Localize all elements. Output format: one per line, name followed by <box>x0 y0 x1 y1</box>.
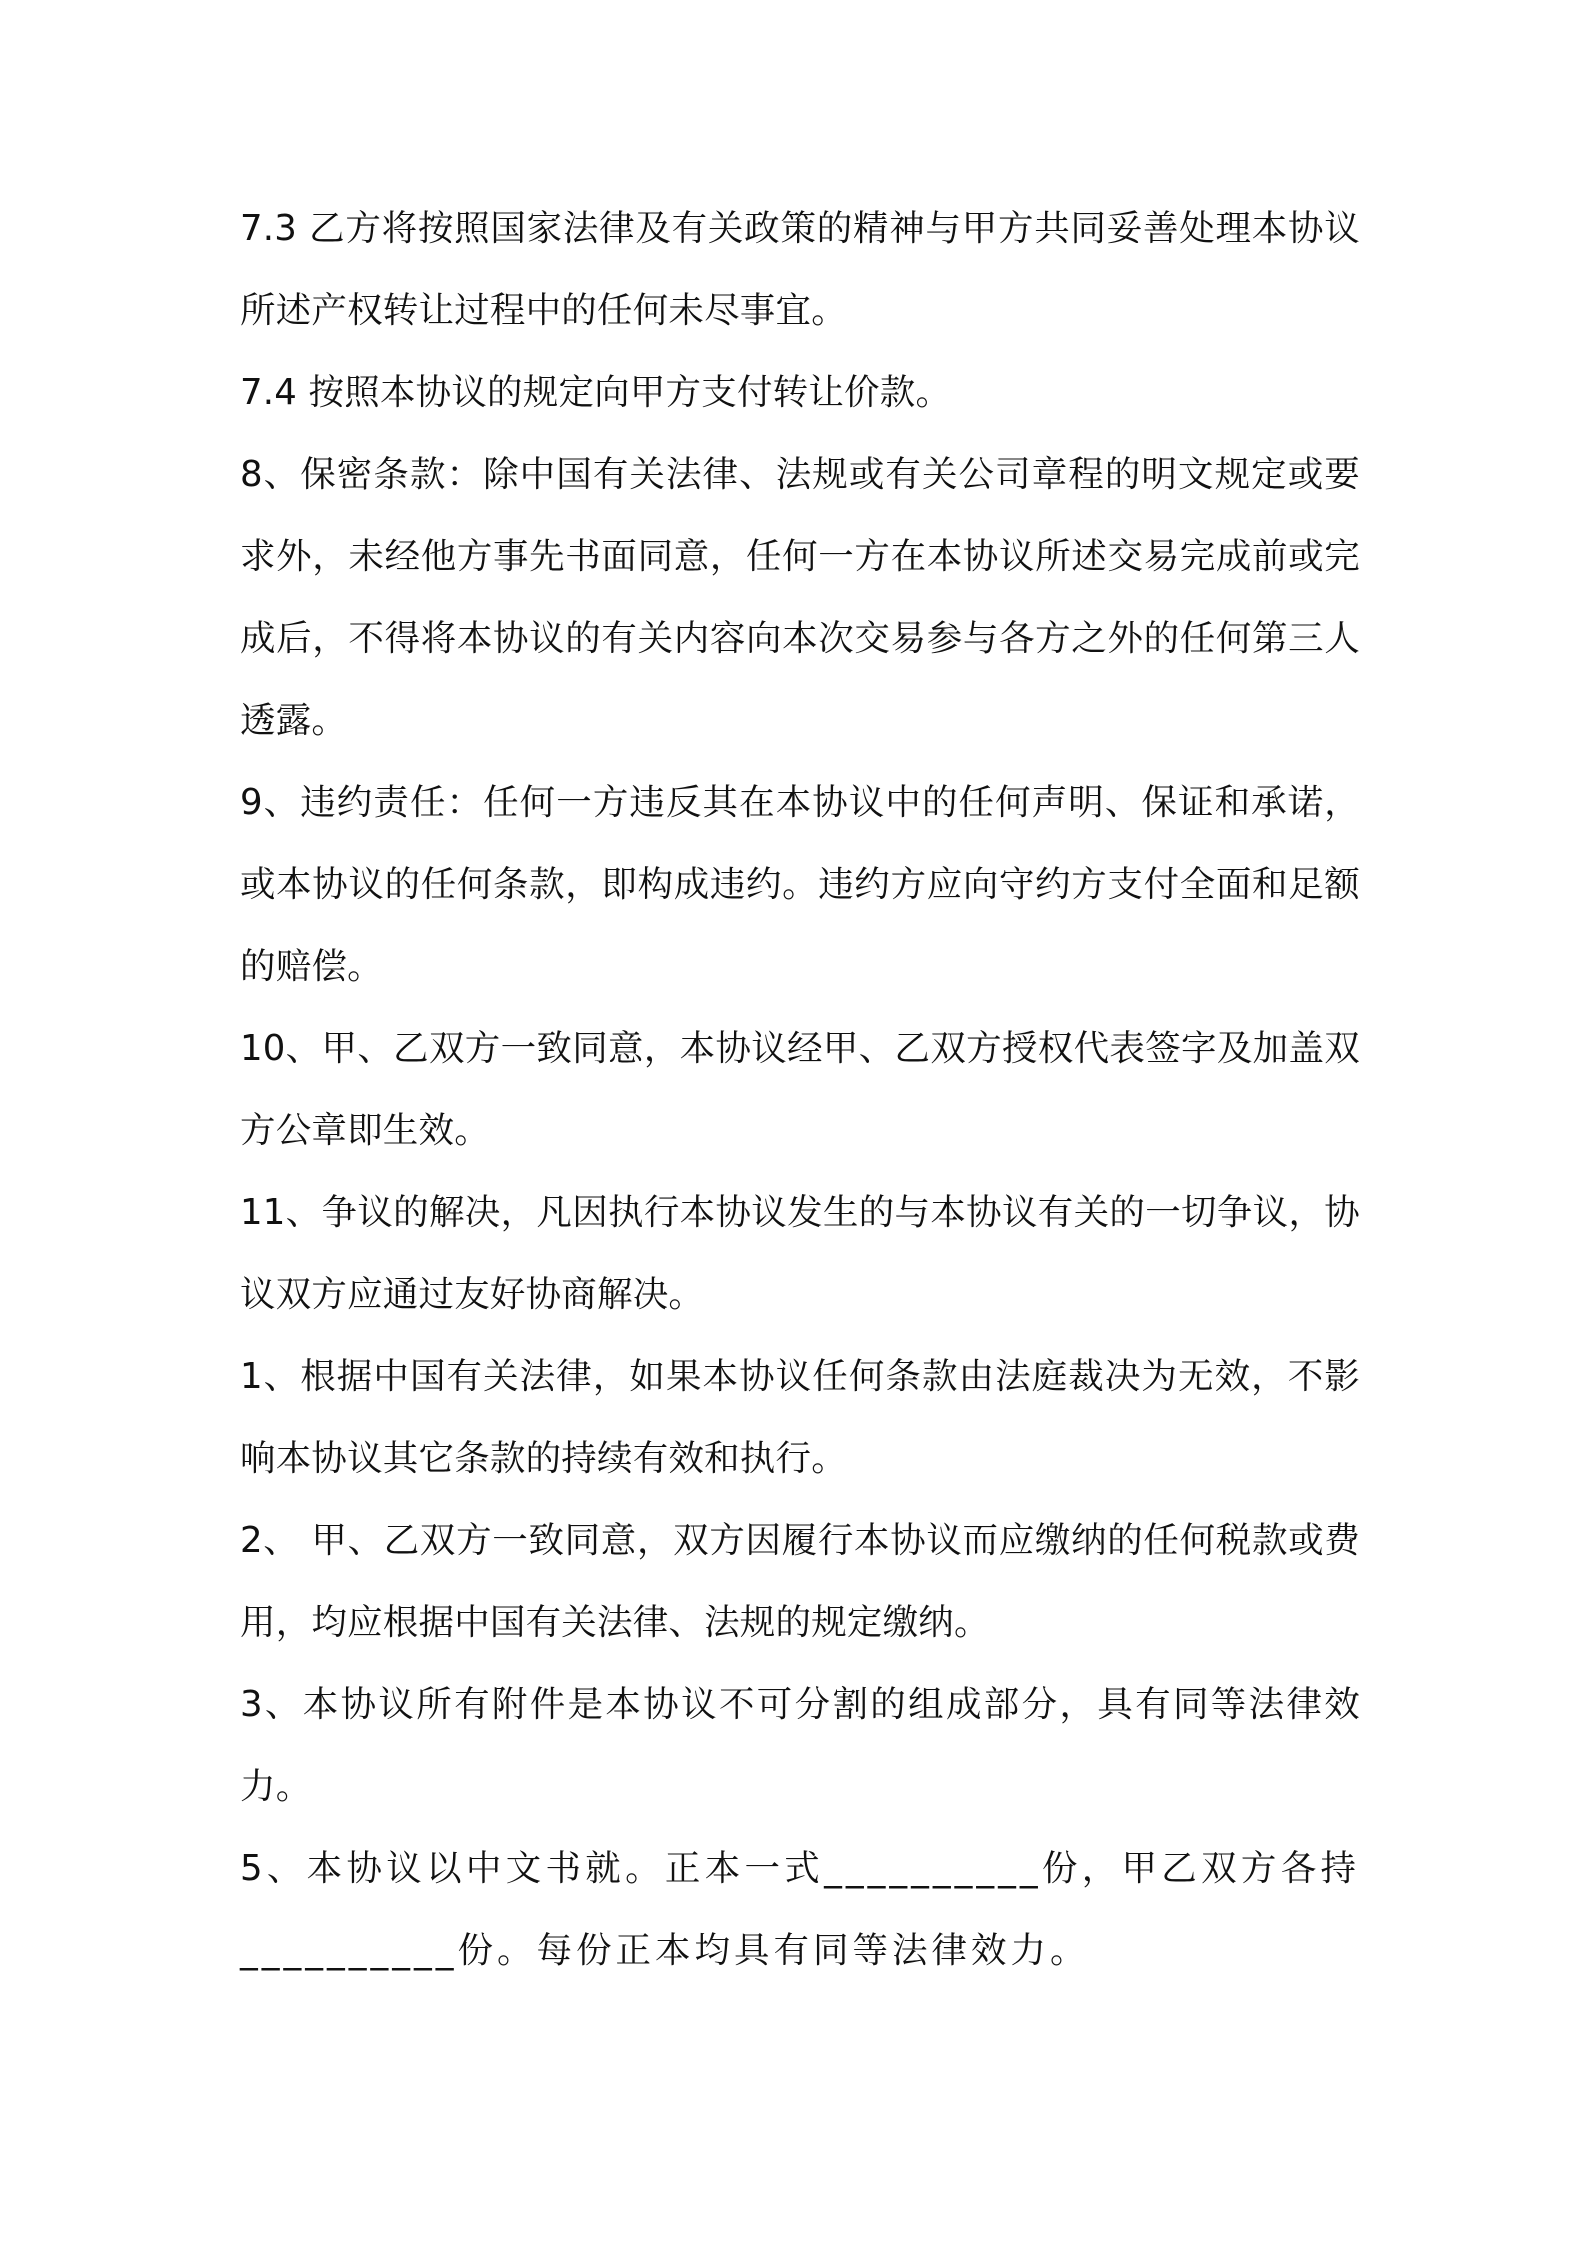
clause-10-effectiveness: 10、甲、乙双方一致同意，本协议经甲、乙双方授权代表签字及加盖双方公章即生效。 <box>240 1028 1360 1151</box>
clause-5-language-copies: 5、本协议以中文书就。正本一式__________份，甲乙双方各持__________份。每份正本均具有同等法律效力。 <box>240 1848 1360 1971</box>
clause-3-attachments: 3、本协议所有附件是本协议不可分割的组成部分，具有同等法律效力。 <box>240 1684 1360 1807</box>
document-body <box>240 188 1360 1992</box>
clause-8-confidentiality: 8、保密条款：除中国有关法律、法规或有关公司章程的明文规定或要求外，未经他方事先书面同意，任何一方在本协议所述交易完成前或完成后，不得将本协议的有关内容向本次交易参与各方之外的任何第三人透露。 <box>240 454 1360 741</box>
clause-2-taxes: 2、 甲、乙双方一致同意，双方因履行本协议而应缴纳的任何税款或费用，均应根据中国有关法律、法规的规定缴纳。 <box>240 1520 1360 1643</box>
clause-7-4: 7.4 按照本协议的规定向甲方支付转让价款。 <box>240 372 952 413</box>
clause-9-breach-liability: 9、违约责任：任何一方违反其在本协议中的任何声明、保证和承诺，或本协议的任何条款，即构成违约。违约方应向守约方支付全面和足额的赔偿。 <box>240 782 1360 987</box>
clause-1-severability: 1、根据中国有关法律，如果本协议任何条款由法庭裁决为无效，不影响本协议其它条款的持续有效和执行。 <box>240 1356 1360 1479</box>
clause-11-dispute-resolution: 11、争议的解决，凡因执行本协议发生的与本协议有关的一切争议，协议双方应通过友好协商解决。 <box>240 1192 1360 1315</box>
clause-7-3: 7.3 乙方将按照国家法律及有关政策的精神与甲方共同妥善处理本协议所述产权转让过程中的任何未尽事宜。 <box>240 208 1360 331</box>
